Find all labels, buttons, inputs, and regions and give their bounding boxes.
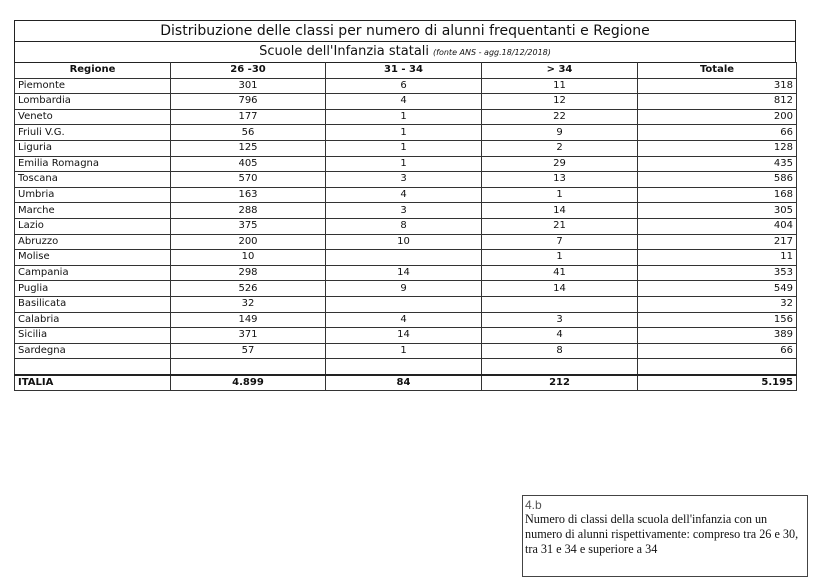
cell-regione: Lazio [15, 218, 171, 234]
cell-regione: Veneto [15, 109, 171, 125]
cell-26-30: 125 [171, 140, 326, 156]
cell-regione: Sardegna [15, 343, 171, 359]
cell-26-30: 163 [171, 187, 326, 203]
cell-totale: 156 [638, 312, 797, 328]
cell-totale: 200 [638, 109, 797, 125]
cell-over-34: 8 [482, 343, 638, 359]
cell-26-30: 796 [171, 94, 326, 110]
cell-over-34 [482, 296, 638, 312]
cell-regione: Abruzzo [15, 234, 171, 250]
note-code: 4.b [525, 498, 542, 512]
cell-regione: Marche [15, 203, 171, 219]
cell-31-34: 1 [326, 109, 482, 125]
cell-26-30: 526 [171, 281, 326, 297]
cell-totale: 168 [638, 187, 797, 203]
table-row [15, 250, 797, 266]
table-title: Distribuzione delle classi per numero di alunni frequentanti e Regione [15, 21, 795, 42]
cell-over-34: 12 [482, 94, 638, 110]
cell-regione: Basilicata [15, 296, 171, 312]
table-row [15, 234, 797, 250]
cell-26-30 [171, 359, 326, 375]
total-row [15, 375, 797, 391]
cell-31-34: 4 [326, 312, 482, 328]
cell-totale: 66 [638, 343, 797, 359]
cell-regione: Umbria [15, 187, 171, 203]
table-row [15, 109, 797, 125]
cell-regione [15, 359, 171, 375]
cell-26-30: 32 [171, 296, 326, 312]
cell-31-34 [326, 296, 482, 312]
header-over-34: > 34 [482, 63, 638, 79]
cell-regione: Molise [15, 250, 171, 266]
cell-totale: 353 [638, 265, 797, 281]
cell-totale: 812 [638, 94, 797, 110]
table-row [15, 78, 797, 94]
cell-31-34: 1 [326, 140, 482, 156]
cell-over-34: 3 [482, 312, 638, 328]
cell-over-34: 13 [482, 172, 638, 188]
cell-31-34: 6 [326, 78, 482, 94]
header-totale: Totale [638, 63, 797, 79]
cell-over-34: 14 [482, 203, 638, 219]
table-row [15, 218, 797, 234]
cell-regione: Piemonte [15, 78, 171, 94]
cell-31-34: 4 [326, 187, 482, 203]
cell-26-30: 56 [171, 125, 326, 141]
cell-totale: 11 [638, 250, 797, 266]
cell-26-30: 177 [171, 109, 326, 125]
table-row [15, 359, 797, 375]
cell-26-30: 149 [171, 312, 326, 328]
cell-26-30: 371 [171, 328, 326, 344]
table-row [15, 187, 797, 203]
cell-totale: 66 [638, 125, 797, 141]
total-cell-over-34: 212 [482, 375, 638, 391]
cell-over-34: 22 [482, 109, 638, 125]
cell-over-34: 1 [482, 187, 638, 203]
cell-31-34: 1 [326, 156, 482, 172]
cell-totale: 404 [638, 218, 797, 234]
cell-totale: 305 [638, 203, 797, 219]
cell-over-34: 21 [482, 218, 638, 234]
cell-31-34: 10 [326, 234, 482, 250]
cell-31-34 [326, 359, 482, 375]
total-cell-totale: 5.195 [638, 375, 797, 391]
cell-regione: Liguria [15, 140, 171, 156]
class-distribution-table [14, 20, 796, 391]
cell-31-34 [326, 250, 482, 266]
cell-over-34: 4 [482, 328, 638, 344]
table-row [15, 94, 797, 110]
cell-31-34: 14 [326, 328, 482, 344]
table-row [15, 265, 797, 281]
table-source: (fonte ANS - agg.18/12/2018) [433, 48, 551, 57]
table-row [15, 172, 797, 188]
cell-over-34: 14 [482, 281, 638, 297]
cell-totale [638, 359, 797, 375]
cell-over-34: 2 [482, 140, 638, 156]
cell-26-30: 57 [171, 343, 326, 359]
cell-over-34: 29 [482, 156, 638, 172]
cell-31-34: 9 [326, 281, 482, 297]
cell-over-34: 7 [482, 234, 638, 250]
cell-totale: 318 [638, 78, 797, 94]
table-row [15, 296, 797, 312]
cell-31-34: 14 [326, 265, 482, 281]
table-row [15, 140, 797, 156]
data-grid [14, 62, 797, 391]
table-subtitle: Scuole dell'Infanzia statali [259, 44, 430, 59]
cell-26-30: 570 [171, 172, 326, 188]
caption-note [522, 495, 808, 577]
cell-regione: Puglia [15, 281, 171, 297]
header-26-30: 26 -30 [171, 63, 326, 79]
cell-over-34: 41 [482, 265, 638, 281]
table-row [15, 156, 797, 172]
cell-31-34: 8 [326, 218, 482, 234]
cell-totale: 586 [638, 172, 797, 188]
total-cell-regione: ITALIA [15, 375, 171, 391]
cell-regione: Calabria [15, 312, 171, 328]
table-row [15, 203, 797, 219]
cell-over-34: 11 [482, 78, 638, 94]
cell-26-30: 288 [171, 203, 326, 219]
cell-26-30: 405 [171, 156, 326, 172]
cell-totale: 435 [638, 156, 797, 172]
cell-over-34: 1 [482, 250, 638, 266]
table-body [15, 78, 797, 391]
table-row [15, 343, 797, 359]
cell-regione: Emilia Romagna [15, 156, 171, 172]
cell-totale: 217 [638, 234, 797, 250]
table-row [15, 312, 797, 328]
total-cell-31-34: 84 [326, 375, 482, 391]
cell-31-34: 1 [326, 343, 482, 359]
cell-over-34 [482, 359, 638, 375]
header-row [15, 63, 797, 79]
cell-26-30: 200 [171, 234, 326, 250]
cell-31-34: 3 [326, 203, 482, 219]
cell-over-34: 9 [482, 125, 638, 141]
cell-26-30: 375 [171, 218, 326, 234]
cell-31-34: 1 [326, 125, 482, 141]
table-row [15, 125, 797, 141]
cell-regione: Toscana [15, 172, 171, 188]
cell-regione: Lombardia [15, 94, 171, 110]
cell-totale: 128 [638, 140, 797, 156]
header-31-34: 31 - 34 [326, 63, 482, 79]
table-subtitle-line [15, 42, 795, 62]
total-cell-26-30: 4.899 [171, 375, 326, 391]
table-row [15, 281, 797, 297]
note-text: Numero di classi della scuola dell'infanzia con un numero di alunni rispettivamente: compreso tra 26 e 30, tra 31 e 34 e superiore a 34 [525, 512, 799, 556]
cell-31-34: 4 [326, 94, 482, 110]
cell-regione: Sicilia [15, 328, 171, 344]
table-title-block [14, 20, 796, 62]
table-row [15, 328, 797, 344]
cell-totale: 389 [638, 328, 797, 344]
cell-26-30: 298 [171, 265, 326, 281]
header-regione: Regione [15, 63, 171, 79]
cell-31-34: 3 [326, 172, 482, 188]
cell-26-30: 301 [171, 78, 326, 94]
cell-totale: 549 [638, 281, 797, 297]
cell-totale: 32 [638, 296, 797, 312]
cell-regione: Friuli V.G. [15, 125, 171, 141]
cell-26-30: 10 [171, 250, 326, 266]
cell-regione: Campania [15, 265, 171, 281]
